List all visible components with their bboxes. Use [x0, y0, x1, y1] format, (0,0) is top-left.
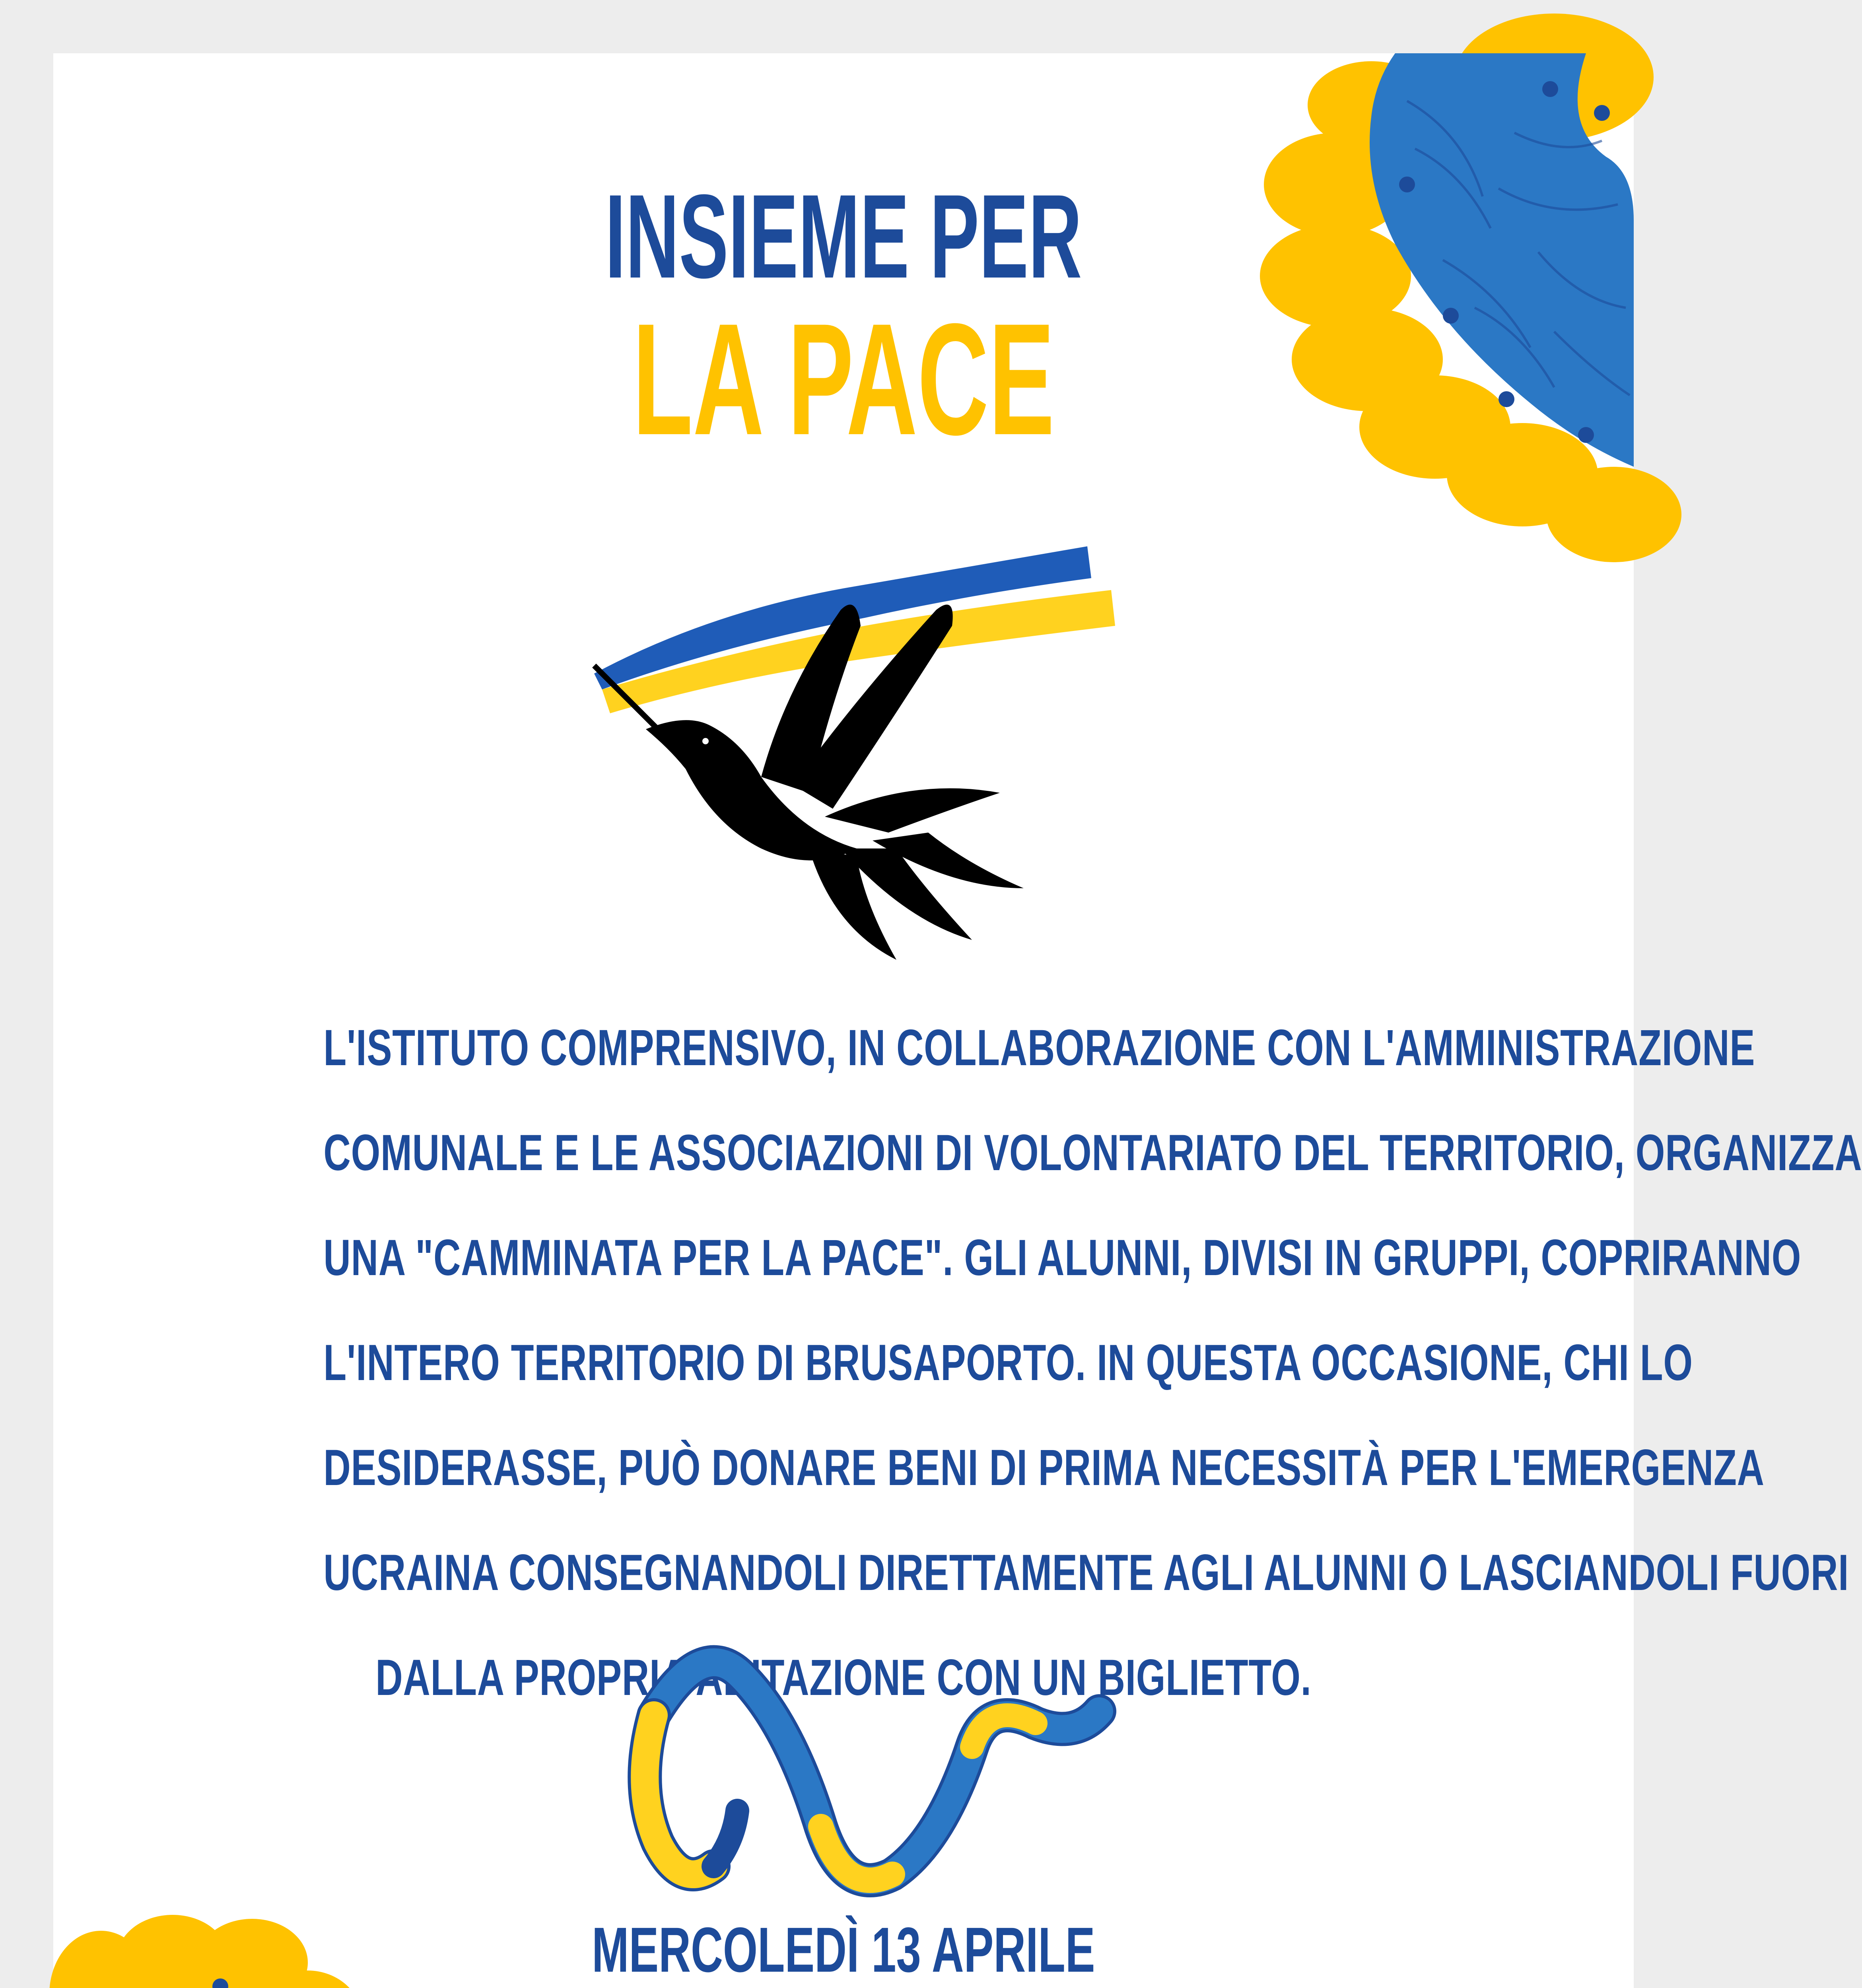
description-line: COMUNALE E LE ASSOCIAZIONI DI VOLONTARIATO DEL TERRITORIO, ORGANIZZA	[323, 1124, 1862, 1181]
description-line: UCRAINA CONSEGNANDOLI DIRETTAMENTE AGLI ALUNNI O LASCIANDOLI FUORI	[323, 1544, 1849, 1601]
description-line: DALLA PROPRIA ABITAZIONE CON UN BIGLIETTO.	[375, 1649, 1312, 1706]
blue-yellow-ribbon-icon	[622, 1620, 1131, 1922]
sunflower-decoration-bottom-left-icon	[53, 1923, 363, 1988]
description-line: UNA "CAMMINATA PER LA PACE". GLI ALUNNI, DIVISI IN GRUPPI, COPRIRANNO	[323, 1229, 1802, 1286]
description-line: L'ISTITUTO COMPRENSIVO, IN COLLABORAZIONE CON L'AMMINISTRAZIONE	[323, 1019, 1755, 1076]
description-line: DESIDERASSE, PUÒ DONARE BENI DI PRIMA NECESSITÀ PER L'EMERGENZA	[323, 1439, 1765, 1496]
event-date-text: MERCOLEDÌ 13 APRILE	[592, 1914, 1095, 1985]
title-line-1: INSIEME PER	[605, 169, 1082, 303]
dove-with-flag-icon	[554, 491, 1191, 1000]
poster	[53, 53, 1862, 1988]
description-line: L'INTERO TERRITORIO DI BRUSAPORTO. IN QUESTA OCCASIONE, CHI LO	[323, 1334, 1693, 1391]
title-line-2: LA PACE	[632, 290, 1055, 468]
